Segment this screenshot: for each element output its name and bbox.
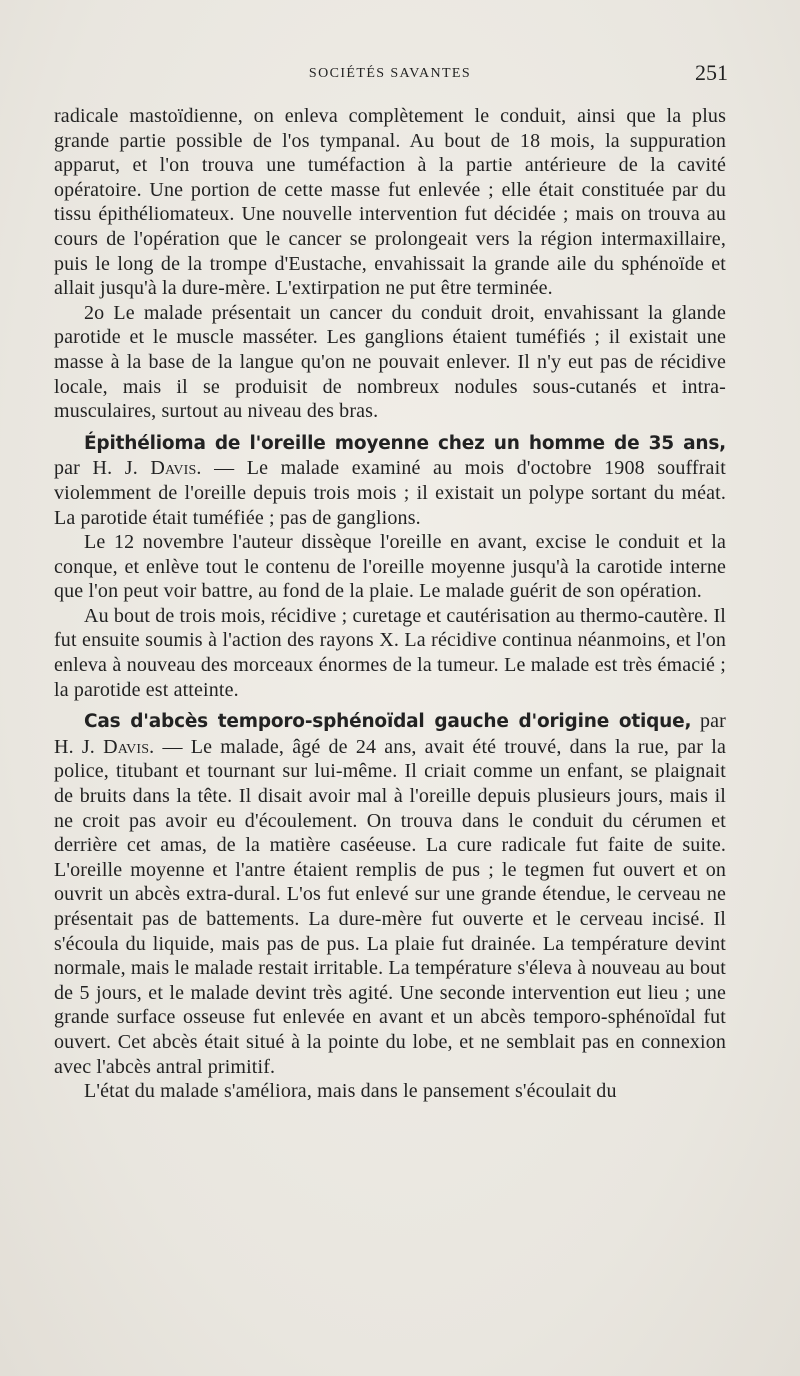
running-title: SOCIÉTÉS SAVANTES xyxy=(308,66,472,81)
par-word: par xyxy=(54,457,80,480)
section-title: Épithélioma de l'oreille moyenne chez un homme de 35 ans, xyxy=(84,432,726,454)
author-initials: H. J. xyxy=(92,457,138,480)
author-initials: H. J. xyxy=(54,735,95,758)
paragraph: Au bout de trois mois, récidive ; curetage et cautérisation au thermo-cautère. Il fut ensuite soumis à l'action des rayons X. La récidive continua néanmoins, et l'on enleva à nouveau des morceaux énormes de la tumeur. Le malade est très émacié ; la parotide est atteinte. xyxy=(54,604,726,701)
author-name: Davis xyxy=(150,457,197,480)
paragraph: Le 12 novembre l'auteur dissèque l'oreille en avant, excise le conduit et la conque, et enlève tout le contenu de l'oreille moyenne jusqu'à la carotide interne que l'on peut voir battre, au fond de la plaie. Le malade guérit de son opération. xyxy=(54,531,726,603)
page-header xyxy=(52,60,728,90)
section-text: . — Le malade, âgé de 24 ans, avait été trouvé, dans la rue, par la police, titubant et tournant sur lui-même. Il criait comme un enfant, se plaignait de bruits dans la tête. Il disait avoir mal à l'oreille depuis plusieurs jours, mais il ne croit pas avoir eu d'écoulement. On trouva dans le conduit du cérumen et derrière cet amas, de la matière caséeuse. La cure radicale fut faite de suite. L'oreille moyenne et l'antre étaient remplis de pus ; le tegmen fut ouvert et on ouvrit un abcès extra-dural. L'os fut enlevé sur une grande étendue, le cerveau ne présentait pas de battements. La dure-mère fut ouverte et le cerveau incisé. Il s'écoula du liquide, mais pas de pus. La plaie fut drainée. La température devint normale, mais le malade restait irritable. La température s'éleva à nouveau au bout de 5 jours, et le malade devint très agité. Une seconde intervention eut lieu ; une grande surface osseuse fut enlevée en avant et un abcès temporo-sphénoïdal fut ouvert. Cet abcès était situé à la pointe du lobe, et ne semblait pas en connexion avec l'abcès antral primitif. xyxy=(54,735,726,1078)
paragraph-continuation: radicale mastoïdienne, on enleva complètement le conduit, ainsi que la plus grande partie possible de l'os tympanal. Au bout de 18 mois, la suppuration apparut, et l'on trouva une tuméfaction à la partie antérieure de la cavité opératoire. Une portion de cette masse fut enlevée ; elle était constituée par du tissu épithéliomateux. Une nouvelle intervention fut décidée ; mais on trouva au cours de l'opération que le cancer se prolongeait vers la région intermaxillaire, puis le long de la trompe d'Eustache, envahissait la grande aile du sphénoïde et allait jusqu'à la dure-mère. L'extirpation ne put être terminée. xyxy=(54,105,726,300)
paragraph: L'état du malade s'améliora, mais dans le pansement s'écoulait du xyxy=(84,1080,617,1103)
section-title: Cas d'abcès temporo-sphénoïdal gauche d'origine otique, xyxy=(84,711,692,733)
page-number: 251 xyxy=(695,60,728,85)
par-word: par xyxy=(700,710,726,733)
section-abces xyxy=(54,709,726,1079)
author-name: Davis xyxy=(103,735,150,758)
body-text xyxy=(54,104,726,1104)
paragraph-case-2: 2o Le malade présentait un cancer du conduit droit, envahissant la glande parotide et le muscle masséter. Les ganglions étaient tuméfiés ; il existait une masse à la base de la langue qu'on ne pouvait enlever. Il n'y eut pas de récidive locale, mais il se produisit de nombreux nodules sous-cutanés et intra-musculaires, surtout au niveau des bras. xyxy=(54,301,726,423)
section-text: . — Le malade examiné au mois d'octobre 1908 souffrait violemment de l'oreille depuis trois mois ; il existait un polype sortant du méat. La parotide était tuméfiée ; pas de ganglions. xyxy=(54,457,726,529)
section-epithelioma xyxy=(54,431,726,530)
